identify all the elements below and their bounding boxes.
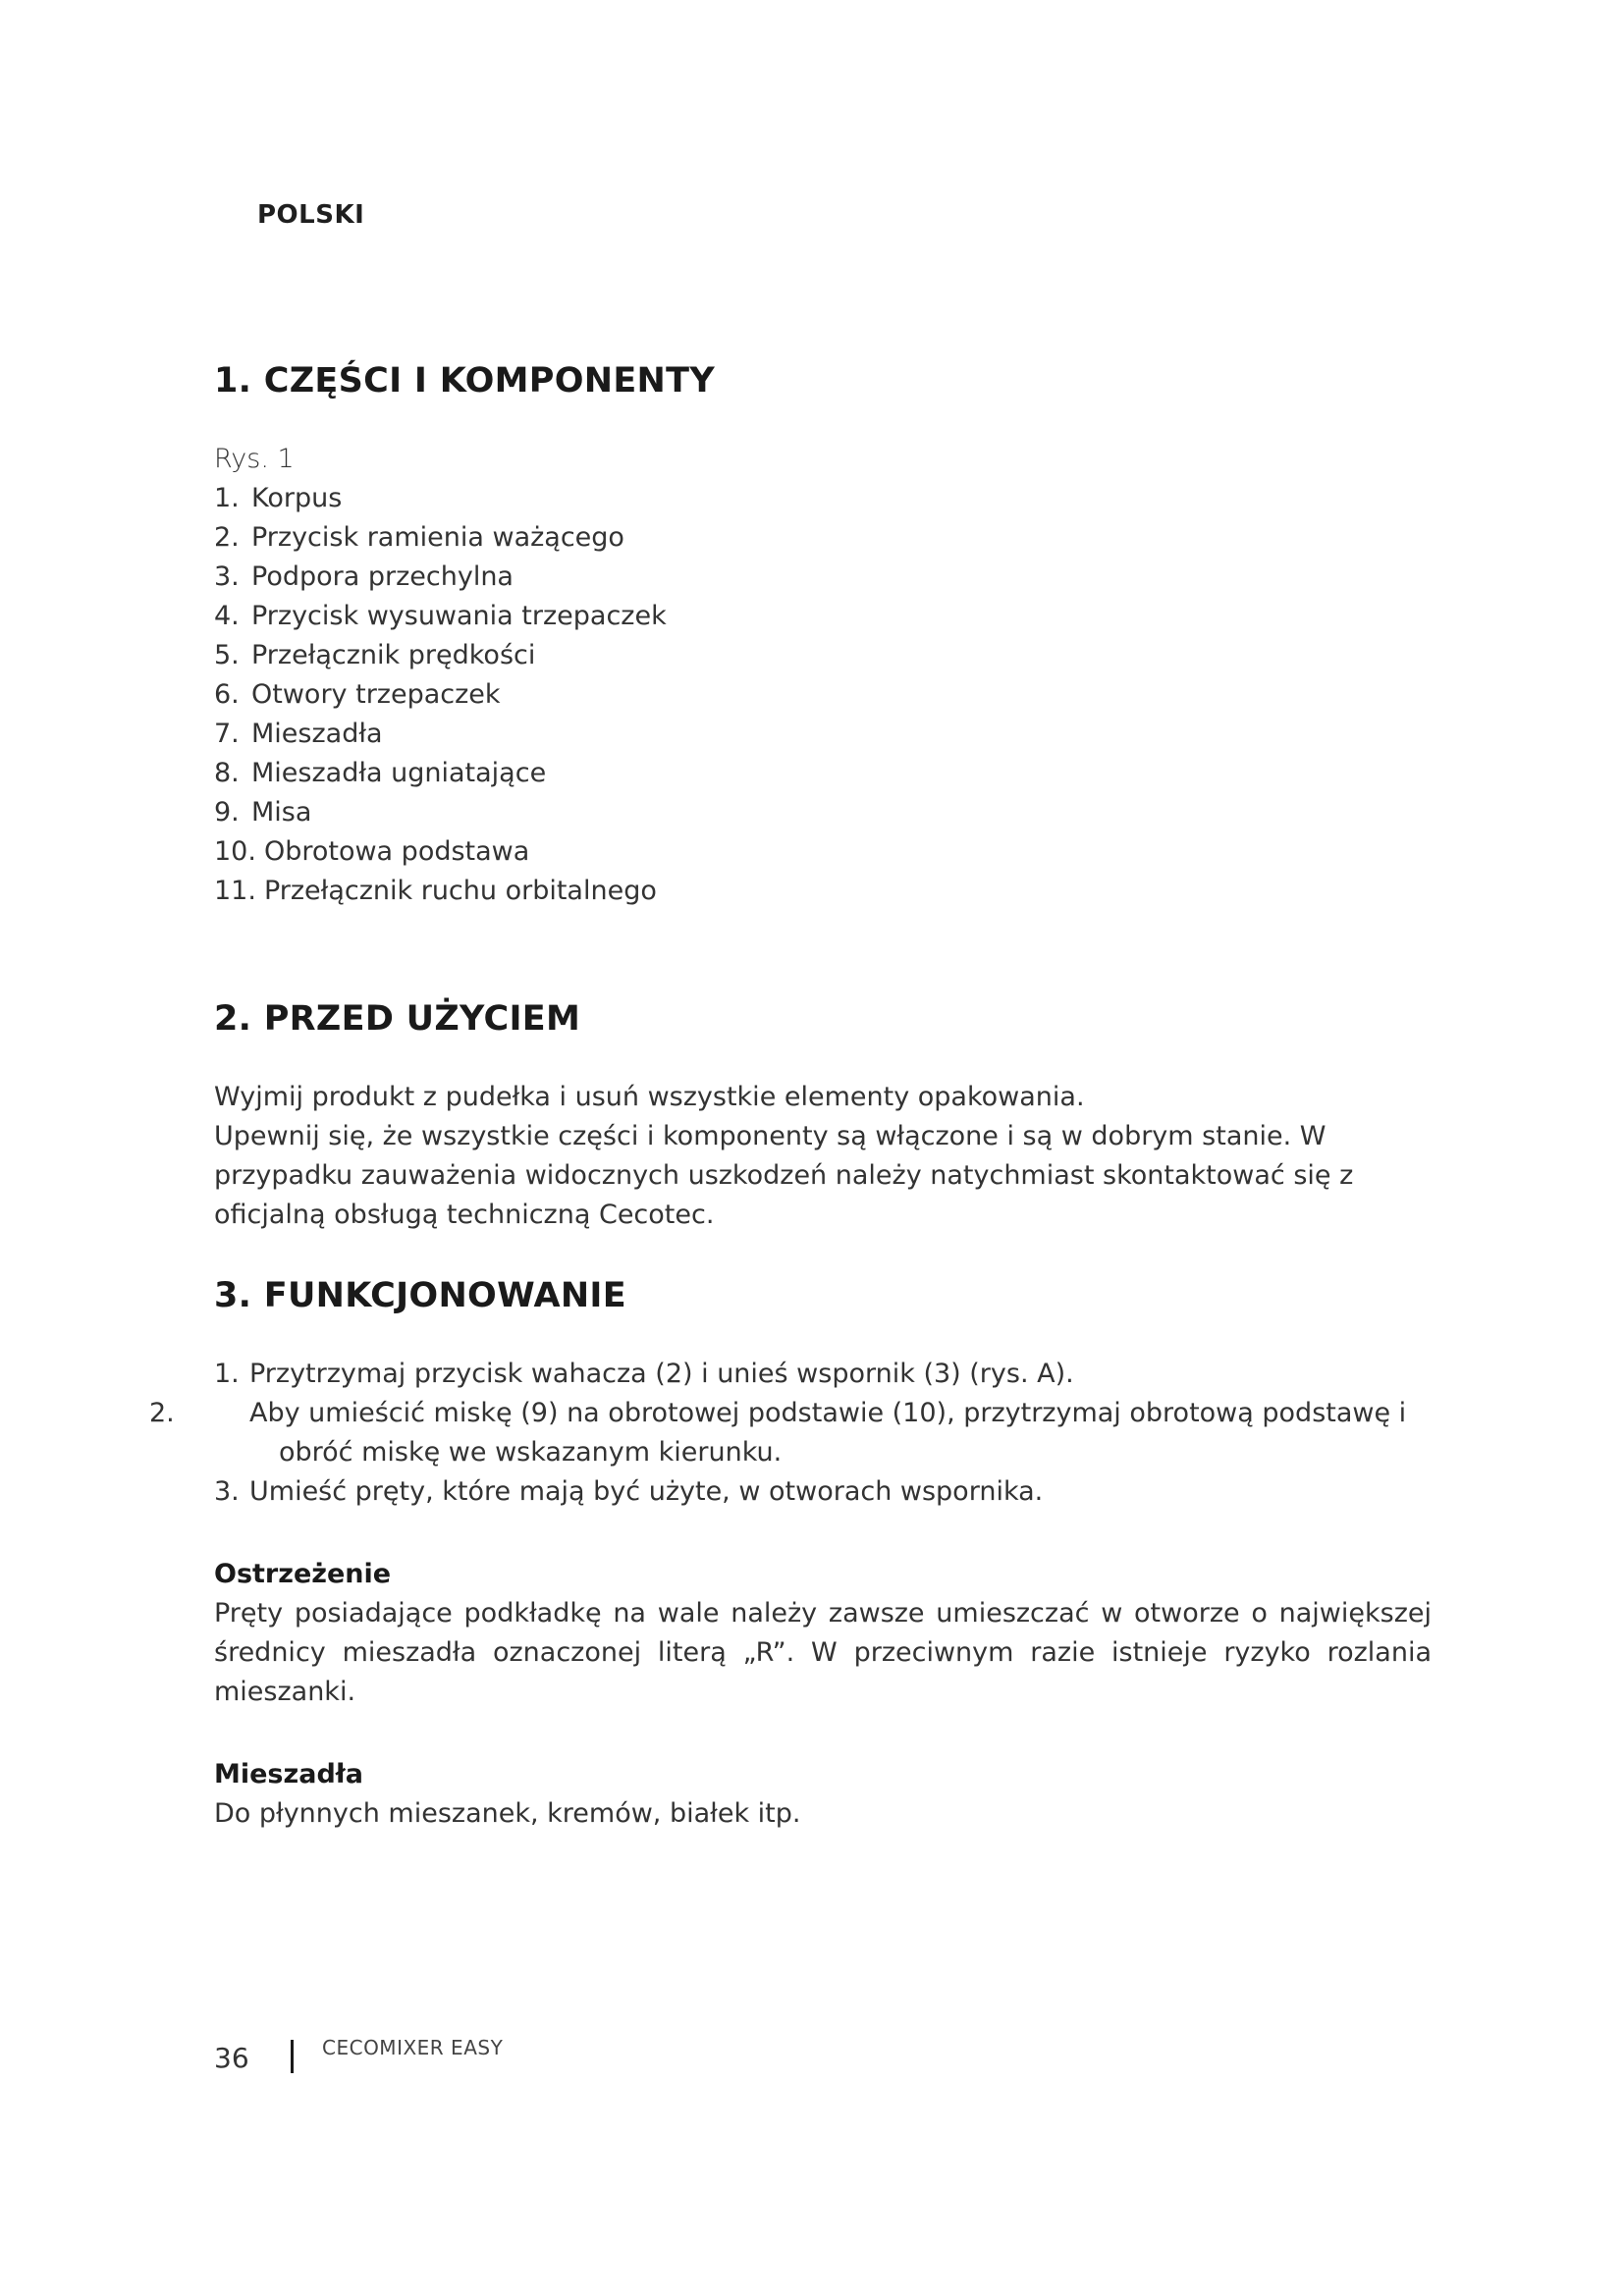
list-item: [214, 597, 1432, 636]
item-text: Otwory trzepaczek: [251, 679, 501, 710]
section-before-use: [214, 999, 1432, 1235]
product-name: CECOMIXER EASY: [322, 2036, 504, 2059]
parts-list: [214, 479, 1432, 911]
item-number: 8.: [214, 758, 240, 788]
section-operation: [149, 1276, 1432, 1834]
item-number: 3.: [214, 561, 240, 592]
list-item: [214, 793, 1432, 832]
footer-divider: [291, 2040, 294, 2073]
list-item: [149, 1394, 1432, 1472]
item-number: 10.: [214, 836, 256, 867]
list-item: [214, 1472, 1432, 1512]
item-text: Korpus: [251, 483, 343, 513]
item-number: 5.: [214, 640, 240, 670]
list-item: [214, 715, 1432, 754]
item-text: Przełącznik prędkości: [251, 640, 536, 670]
item-number: 4.: [214, 601, 240, 631]
item-text: Przycisk ramienia ważącego: [251, 522, 624, 553]
warning-text: Pręty posiadające podkładkę na wale należy zawsze umieszczać w otworze o największej średnicy mieszadła oznaczonej literą „R”. W przeciwnym razie istnieje ryzyko rozlania mieszanki.: [214, 1598, 1432, 1707]
item-number: 6.: [214, 679, 240, 710]
step-text: Umieść pręty, które mają być użyte, w otworach wspornika.: [249, 1476, 1044, 1507]
list-item: [214, 872, 1432, 911]
list-item: [214, 675, 1432, 715]
section-title-operation: 3. FUNKCJONOWANIE: [214, 1276, 626, 1315]
mixers-block: [214, 1755, 1432, 1834]
step-text: Aby umieścić miskę (9) na obrotowej podstawie (10), przytrzymaj obrotową podstawę i obróć miskę we wskazanym kierunku.: [249, 1398, 1407, 1468]
page-number: 36: [214, 2042, 249, 2074]
list-item: [214, 832, 1432, 872]
paragraph-check: Upewnij się, że wszystkie części i komponenty są włączone i są w dobrym stanie. W przypadku zauważenia widocznych uszkodzeń należy natychmiast skontaktować się z oficjalną obsługą techniczną Cecotec.: [214, 1121, 1354, 1230]
item-text: Przycisk wysuwania trzepaczek: [251, 601, 667, 631]
list-item: [214, 636, 1432, 675]
item-text: Obrotowa podstawa: [263, 836, 530, 867]
step-number: 1.: [214, 1359, 240, 1389]
step-text: Przytrzymaj przycisk wahacza (2) i unieś wspornik (3) (rys. A).: [249, 1359, 1074, 1389]
item-text: Misa: [251, 797, 312, 828]
item-text: Mieszadła: [251, 719, 383, 749]
list-item: [214, 1355, 1432, 1394]
paragraph-unpack: Wyjmij produkt z pudełka i usuń wszystkie elementy opakowania.: [214, 1082, 1085, 1112]
item-number: 9.: [214, 797, 240, 828]
warning-block: [214, 1555, 1432, 1712]
mixers-text: Do płynnych mieszanek, kremów, białek itp.: [214, 1798, 801, 1829]
item-text: Mieszadła ugniatające: [251, 758, 547, 788]
section-parts: [214, 361, 1432, 911]
list-item: [214, 754, 1432, 793]
item-text: Podpora przechylna: [251, 561, 514, 592]
warning-title: Ostrzeżenie: [214, 1559, 392, 1589]
steps-list: [149, 1355, 1432, 1512]
list-item: [214, 518, 1432, 558]
mixers-title: Mieszadła: [214, 1759, 364, 1789]
list-item: [214, 479, 1432, 518]
language-label: POLSKI: [257, 200, 365, 230]
item-number: 1.: [214, 483, 240, 513]
item-text: Przełącznik ruchu orbitalnego: [263, 876, 657, 906]
figure-label: Rys. 1: [214, 444, 295, 474]
step-number: 3.: [214, 1476, 240, 1507]
list-item: [214, 558, 1432, 597]
section-title-before-use: 2. PRZED UŻYCIEM: [214, 999, 581, 1039]
item-number: 11.: [214, 876, 256, 906]
item-number: 2.: [214, 522, 240, 553]
section-title-parts: 1. CZĘŚCI I KOMPONENTY: [214, 361, 715, 400]
item-number: 7.: [214, 719, 240, 749]
step-number: 2.: [149, 1398, 175, 1428]
